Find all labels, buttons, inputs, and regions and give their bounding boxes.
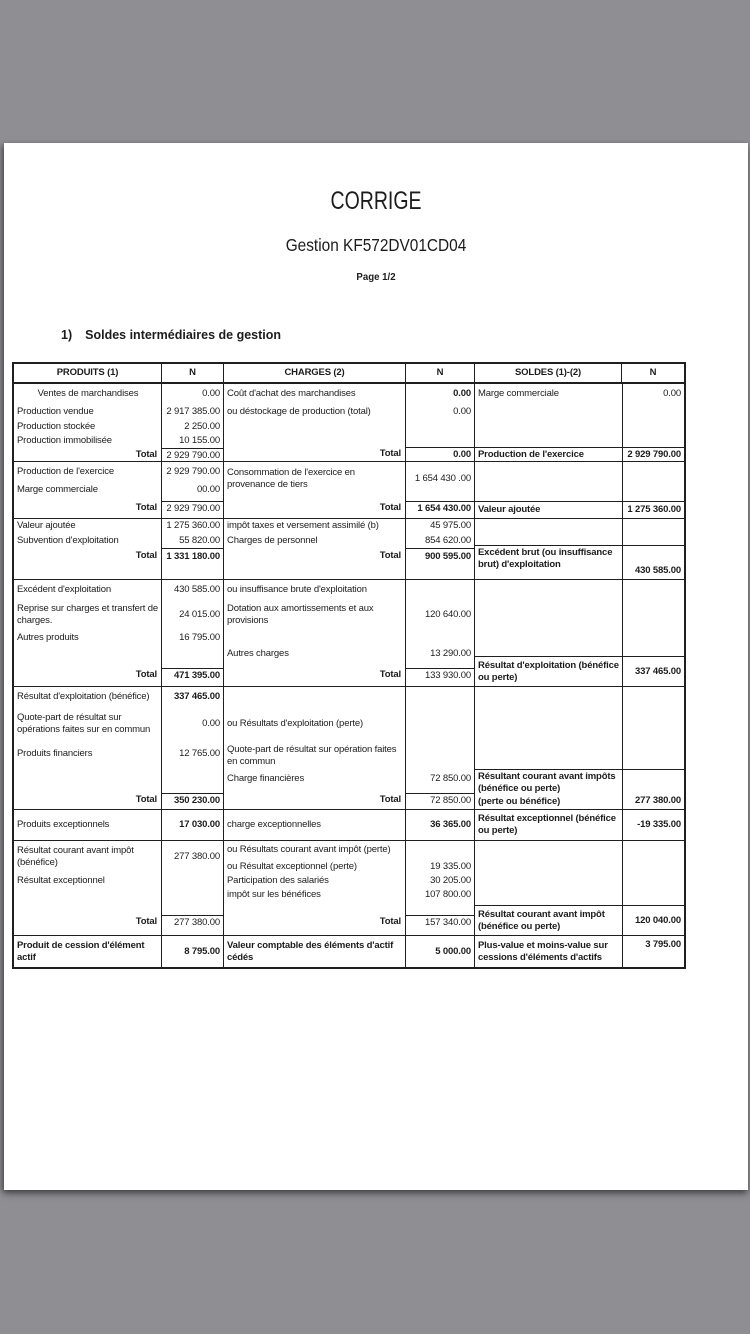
table-section (14, 580, 684, 687)
total-label: Total (379, 502, 401, 514)
solde-value: 2 929 790.00 (622, 448, 684, 461)
solde-value: 0.00 (622, 384, 684, 404)
charges-value: 45 975.00 (405, 519, 474, 533)
charges-label: ou Résultats courant avant impôt (perte) (227, 844, 391, 856)
produits-label: Ventes de marchandises (37, 388, 139, 400)
table-section (14, 841, 684, 936)
total-value: 2 929 790.00 (161, 501, 223, 515)
produits-value: 24 015.00 (161, 600, 223, 630)
total-label: Total (379, 550, 401, 562)
charges-value: 72 850.00 (405, 771, 474, 786)
produits-label: Résultat courant avant impôt (bénéfice) (17, 845, 134, 868)
charges-value (405, 580, 474, 600)
section-heading-number: 1) (61, 328, 73, 342)
produits-value: 337 465.00 (161, 687, 223, 707)
produits-value: 430 585.00 (161, 580, 223, 600)
charges-label: ou insuffisance brute d'exploitation (227, 584, 367, 596)
charges-label: Charges de personnel (227, 534, 318, 546)
solde-value: 430 585.00 (622, 546, 684, 579)
produits-label: Valeur ajoutée (17, 520, 76, 532)
column-header: CHARGES (2) (224, 364, 406, 382)
total-value: 1 331 180.00 (161, 548, 223, 564)
solde-value: 337 465.00 (622, 657, 684, 686)
produits-value: 0.00 (161, 707, 223, 741)
total-value: 350 230.00 (161, 793, 223, 807)
produits-label: Produit de cession d'élément actif (17, 939, 145, 963)
charges-value: 0.00 (405, 384, 474, 404)
produits-label: Production immobilisée (17, 435, 112, 447)
charges-value: 13 290.00 (405, 646, 474, 662)
table-header-row (14, 364, 684, 384)
solde-value: 1 275 360.00 (622, 502, 684, 518)
charges-label: ou Résultats d'exploitation (perte) (227, 718, 363, 730)
total-label: Total (135, 502, 157, 514)
produits-label: Résultat d'exploitation (bénéfice) (17, 691, 150, 703)
charges-label: Autres charges (227, 648, 289, 660)
solde-label: Production de l'exercice (478, 448, 584, 460)
produits-label: Quote-part de résultat sur opérations faites sur en commun (17, 712, 151, 735)
produits-value: 2 917 385.00 (161, 404, 223, 420)
total-value: 900 595.00 (405, 548, 474, 564)
charges-label: Dotation aux amortissements et aux provisions (227, 603, 374, 626)
charges-value (405, 707, 474, 741)
produits-value: 2 250.00 (161, 420, 223, 434)
total-value: 72 850.00 (405, 793, 474, 807)
table-section (14, 936, 684, 967)
total-label: Total (135, 449, 157, 461)
page-title: CORRIGE (330, 187, 422, 215)
solde-label-2: (perte ou bénéfice) (478, 796, 561, 808)
charges-label: ou Résultat exceptionnel (perte) (227, 860, 357, 872)
charges-value: 30 205.00 (405, 874, 474, 888)
produits-value: 16 795.00 (161, 630, 223, 646)
produits-label: Produits financiers (17, 748, 93, 760)
charges-value: 1 654 430 .00 (405, 462, 474, 496)
charges-value: 19 335.00 (405, 859, 474, 874)
produits-value: 10 155.00 (161, 434, 223, 448)
solde-label: Plus-value et moins-value sur cessions d'éléments d'actifs (478, 939, 608, 963)
charges-value: 120 640.00 (405, 600, 474, 630)
charges-label: Quote-part de résultat sur opération faites en commun (227, 744, 397, 767)
soldes-intermediaires-table (12, 362, 686, 969)
solde-value: 277 380.00 (622, 770, 684, 809)
column-header: N (406, 364, 475, 382)
total-label: Total (135, 794, 157, 806)
total-label: Total (379, 669, 401, 681)
charges-label: Participation des salariés (227, 875, 329, 887)
total-label: Total (379, 794, 401, 806)
total-value: 0.00 (405, 447, 474, 461)
produits-value: 17 030.00 (161, 810, 223, 840)
charges-value (405, 741, 474, 771)
produits-value: 277 380.00 (161, 841, 223, 873)
solde-value: 120 040.00 (622, 906, 684, 935)
solde-label: Marge commerciale (478, 388, 559, 400)
produits-label: Marge commerciale (17, 484, 98, 496)
charges-label: Charge financières (227, 772, 305, 784)
total-label: Total (135, 550, 157, 562)
produits-value: 12 765.00 (161, 741, 223, 767)
produits-value: 1 275 360.00 (161, 519, 223, 533)
section-heading (61, 328, 281, 342)
charges-value: 0.00 (405, 404, 474, 420)
produits-label: Résultat exceptionnel (17, 874, 105, 886)
solde-value: 3 795.00 (622, 936, 684, 967)
charges-value: 5 000.00 (405, 936, 474, 967)
charges-value: 854 620.00 (405, 533, 474, 548)
solde-value: -19 335.00 (622, 810, 684, 840)
charges-label: ou déstockage de production (total) (227, 406, 371, 418)
document-page (4, 143, 748, 1190)
produits-value: 8 795.00 (161, 936, 223, 967)
solde-label: Résultat courant avant impôt (bénéfice ou perte) (478, 908, 605, 932)
charges-label: impôt sur les bénéfices (227, 889, 321, 901)
column-header: PRODUITS (1) (14, 364, 162, 382)
column-header: N (162, 364, 224, 382)
produits-label: Subvention d'exploitation (17, 534, 119, 546)
produits-label: Produits exceptionnels (17, 819, 110, 831)
table-section (14, 462, 684, 519)
table-section (14, 384, 684, 462)
produits-label: Reprise sur charges et transfert de charges. (17, 603, 159, 626)
total-value: 1 654 430.00 (405, 501, 474, 515)
produits-label: Production de l'exercice (17, 466, 114, 478)
table-section (14, 519, 684, 580)
document-subtitle: Gestion KF572DV01CD04 (285, 235, 467, 255)
solde-label: Résultat d'exploitation (bénéfice ou perte) (478, 659, 619, 683)
total-label: Total (379, 916, 401, 928)
total-value: 133 930.00 (405, 668, 474, 682)
solde-label: Excédent brut (ou insuffisance brut) d'exploitation (478, 547, 613, 570)
total-value: 2 929 790.00 (161, 448, 223, 462)
total-value: 157 340.00 (405, 915, 474, 929)
charges-value: 36 365.00 (405, 810, 474, 840)
table-section (14, 687, 684, 810)
total-value: 277 380.00 (161, 915, 223, 929)
produits-value: 55 820.00 (161, 533, 223, 548)
produits-value: 00.00 (161, 482, 223, 498)
produits-label: Production stockée (17, 421, 96, 433)
total-label: Total (135, 916, 157, 928)
produits-label: Production vendue (17, 406, 94, 418)
produits-value: 2 929 790.00 (161, 462, 223, 482)
charges-label: charge exceptionnelles (227, 819, 321, 831)
total-value: 471 395.00 (161, 668, 223, 682)
solde-label: Résultant courant avant impôts (bénéfice ou perte) (478, 771, 616, 794)
page-indicator: Page 1/2 (356, 271, 396, 283)
charges-value: 107 800.00 (405, 888, 474, 902)
charges-value (405, 841, 474, 859)
solde-label: Valeur ajoutée (478, 504, 541, 516)
produits-label: Autres produits (17, 632, 79, 644)
solde-label: Résultat exceptionnel (bénéfice ou perte) (478, 813, 616, 836)
charges-label: Valeur comptable des éléments d'actif cédés (227, 939, 394, 963)
total-label: Total (379, 448, 401, 460)
produits-label: Excédent d'exploitation (17, 584, 111, 596)
charges-label: impôt taxes et versement assimilé (b) (227, 520, 379, 532)
produits-value (161, 873, 223, 888)
produits-value: 0.00 (161, 384, 223, 404)
charges-label: Consommation de l'exercice en provenance de tiers (227, 467, 355, 490)
total-label: Total (135, 669, 157, 681)
column-header: N (649, 367, 657, 379)
table-section (14, 810, 684, 841)
charges-label: Coût d'achat des marchandises (227, 388, 356, 400)
column-header: SOLDES (1)-(2) (475, 364, 622, 382)
section-heading-text: Soldes intermédiaires de gestion (85, 328, 282, 342)
